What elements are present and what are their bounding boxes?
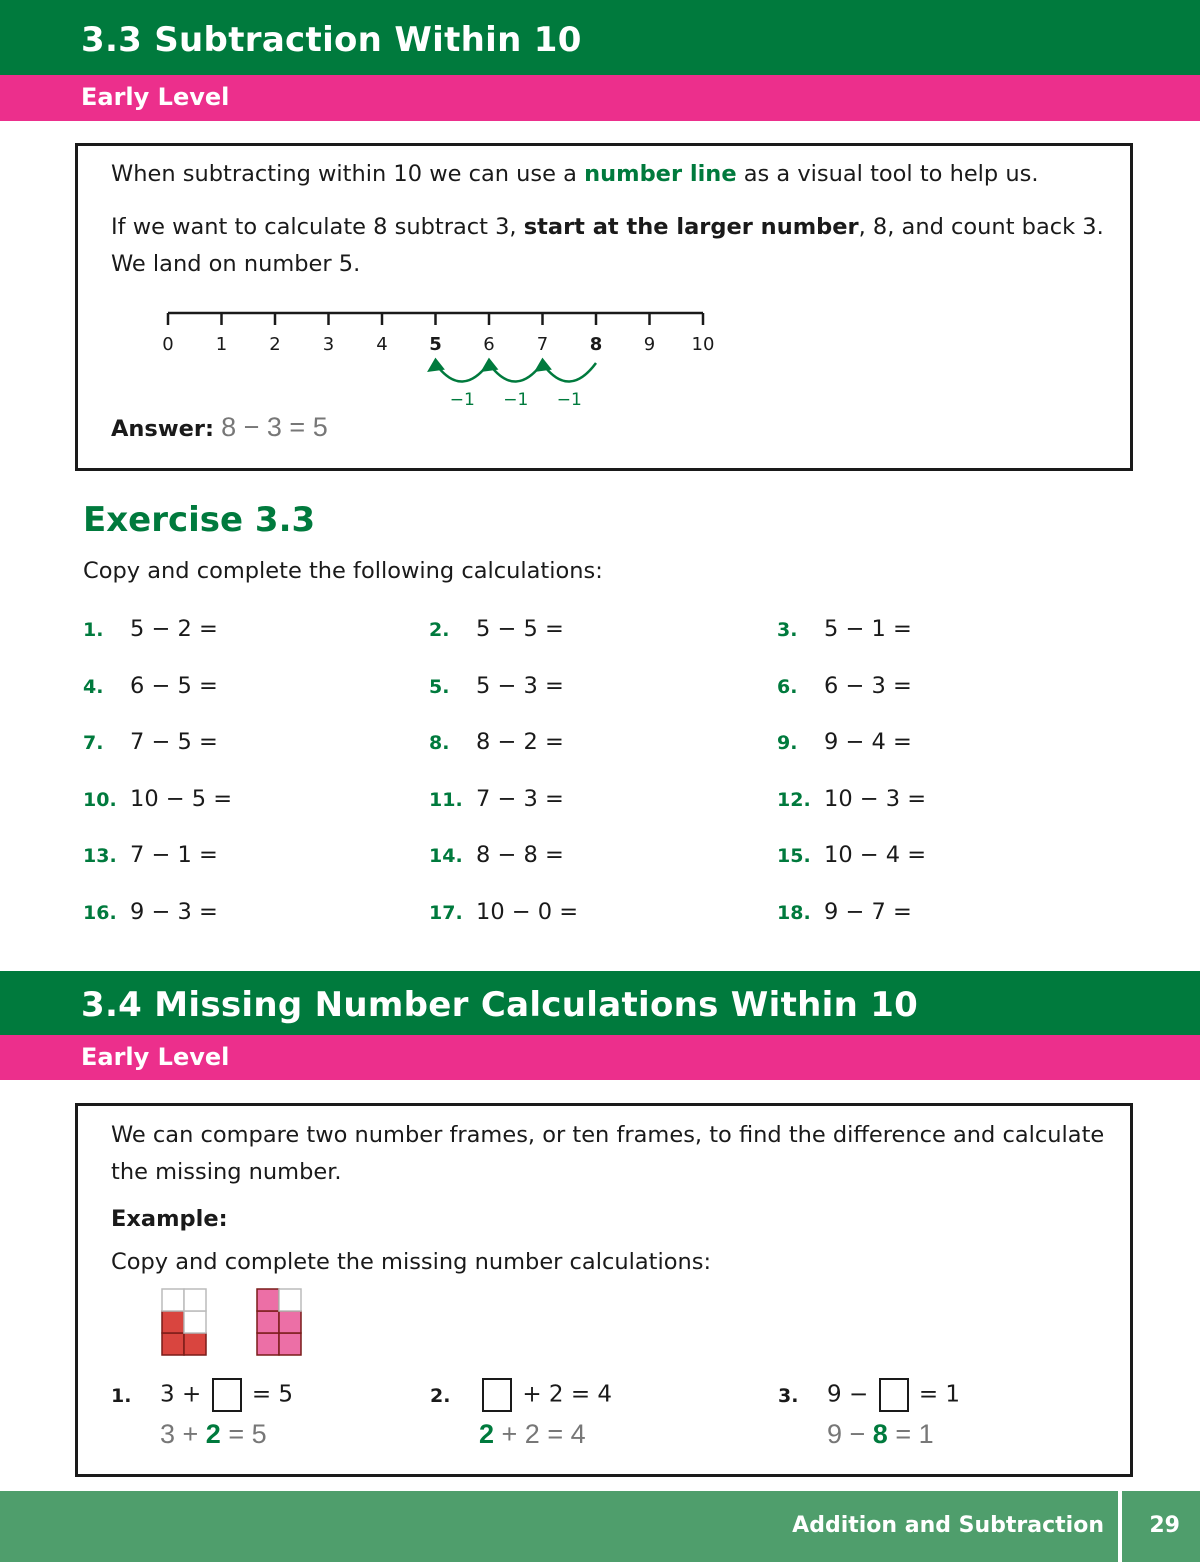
level-label: Early Level <box>81 83 230 111</box>
level-label: Early Level <box>81 1043 230 1071</box>
missing-number-question <box>111 1378 293 1412</box>
tick-label: 2 <box>269 334 281 355</box>
item-number: 15. <box>777 845 811 867</box>
question-post: = 5 <box>251 1381 294 1408</box>
item-number: 10. <box>83 788 117 811</box>
answer-value: 8 − 3 = 5 <box>221 412 328 442</box>
level-banner <box>0 1035 1200 1080</box>
exercise-item <box>429 842 564 868</box>
jump-arc <box>544 363 597 382</box>
answer-pre: 9 − <box>827 1419 873 1449</box>
answer-post: = 1 <box>887 1419 934 1449</box>
red-frame-cell <box>184 1311 206 1333</box>
question-pre: 3 + <box>160 1381 202 1408</box>
missing-number-question <box>778 1378 960 1412</box>
tick-label: 0 <box>162 334 174 355</box>
jump-arc <box>437 363 490 382</box>
answer-post: = 5 <box>220 1419 267 1449</box>
section-title: 3.3 Subtraction Within 10 <box>81 20 582 60</box>
method-bold: start at the larger number <box>523 214 859 240</box>
item-number: 14. <box>429 845 463 867</box>
exercise-item <box>777 729 912 755</box>
red-frame-cell <box>184 1289 206 1311</box>
answer-missing-value: 2 <box>205 1419 221 1449</box>
footer-separator <box>1118 1491 1122 1562</box>
tick-label: 5 <box>429 334 442 355</box>
worked-answer <box>160 1419 267 1450</box>
answer-pre: 3 + <box>160 1419 206 1449</box>
jump-arrowhead <box>429 359 444 371</box>
item-expression: 8 − 8 = <box>476 842 564 868</box>
pink-frame-cell <box>279 1311 301 1333</box>
item-number: 16. <box>83 901 117 924</box>
number-line <box>138 301 778 411</box>
item-number: 8. <box>429 732 450 754</box>
answer-missing-value: 8 <box>872 1419 888 1449</box>
item-expression: 5 − 2 = <box>130 616 218 642</box>
exercise-item <box>429 729 564 755</box>
item-expression: 6 − 5 = <box>130 672 218 699</box>
exercise-item <box>777 899 912 925</box>
intro-key-term: number line <box>584 161 737 187</box>
exercise-instruction: Copy and complete the following calculations: <box>83 558 603 584</box>
item-expression: 10 − 5 = <box>130 785 233 812</box>
tick-label: 10 <box>691 334 715 355</box>
item-number: 6. <box>777 675 798 698</box>
page-footer <box>0 1491 1200 1562</box>
item-expression: 6 − 3 = <box>824 672 912 699</box>
missing-number-question <box>430 1378 612 1412</box>
section-header-3-3 <box>0 0 1200 75</box>
example-instruction: Copy and complete the missing number calculations: <box>111 1249 712 1275</box>
exercise-item <box>429 786 564 812</box>
exercise-item <box>429 673 564 699</box>
intro-post: as a visual tool to help us. <box>736 161 1039 187</box>
jump-label: −1 <box>503 390 529 410</box>
exercise-item <box>777 673 912 699</box>
item-expression: 9 − 3 = <box>130 898 218 925</box>
answer-missing-value: 2 <box>479 1419 495 1449</box>
result-text: We land on number 5. <box>111 251 361 277</box>
tick-label: 7 <box>536 334 549 355</box>
exercise-item <box>429 616 564 642</box>
exercise-item <box>83 616 218 642</box>
worked-answer <box>827 1419 934 1450</box>
footer-title: Addition and Subtraction <box>792 1513 1104 1538</box>
intro-line-2: the missing number. <box>111 1159 342 1185</box>
tick-label: 8 <box>589 334 603 355</box>
pink-frame-cell <box>257 1311 279 1333</box>
pink-frame-cell <box>279 1289 301 1311</box>
jump-label: −1 <box>449 390 475 410</box>
exercise-item <box>83 899 218 925</box>
answer-line <box>111 408 328 448</box>
item-expression: 7 − 1 = <box>130 842 218 868</box>
worked-answer <box>479 1419 586 1450</box>
answer-blank-box <box>879 1378 909 1412</box>
item-number: 1. <box>83 619 104 641</box>
page-number: 29 <box>1149 1513 1180 1538</box>
jump-arc <box>490 363 543 382</box>
item-number: 13. <box>83 845 117 867</box>
item-expression: 10 − 4 = <box>824 842 927 868</box>
method-post: , 8, and count back 3. <box>858 214 1104 240</box>
item-expression: 5 − 1 = <box>824 616 912 642</box>
item-number: 7. <box>83 732 104 754</box>
item-number: 9. <box>777 732 798 754</box>
question-pre: 9 − <box>827 1381 869 1408</box>
item-expression: 7 − 5 = <box>130 729 218 755</box>
item-expression: 8 − 2 = <box>476 729 564 755</box>
item-expression: 10 − 3 = <box>824 785 927 812</box>
item-number: 2. <box>429 619 450 641</box>
item-expression: 9 − 7 = <box>824 898 912 925</box>
tick-label: 4 <box>376 334 388 355</box>
section-title: 3.4 Missing Number Calculations Within 10 <box>81 985 919 1025</box>
answer-blank-box <box>212 1378 242 1412</box>
red-frame-cell <box>162 1333 184 1355</box>
tick-label: 1 <box>215 334 228 355</box>
exercise-item <box>777 842 926 868</box>
red-frame-cell <box>162 1311 184 1333</box>
item-expression: 10 − 0 = <box>476 898 579 925</box>
question-number: 3. <box>778 1384 799 1407</box>
item-number: 4. <box>83 675 104 698</box>
method-text <box>111 208 1104 246</box>
tick-label: 3 <box>322 334 335 355</box>
exercise-item <box>83 673 218 699</box>
item-number: 18. <box>777 901 811 924</box>
answer-blank-box <box>482 1378 512 1412</box>
pink-frame-cell <box>257 1289 279 1311</box>
item-expression: 7 − 3 = <box>476 785 564 812</box>
exercise-item <box>777 616 912 642</box>
answer-post: + 2 = 4 <box>494 1419 586 1449</box>
item-number: 11. <box>429 788 463 811</box>
item-number: 12. <box>777 788 811 811</box>
answer-label: Answer: <box>111 416 214 442</box>
pink-frame-cell <box>279 1333 301 1355</box>
intro-line-1: We can compare two number frames, or ten frames, to find the difference and calculate <box>111 1122 1105 1148</box>
item-expression: 5 − 3 = <box>476 672 564 699</box>
level-banner <box>0 75 1200 121</box>
exercise-item <box>83 729 218 755</box>
question-number: 1. <box>111 1384 132 1407</box>
pink-frame-cell <box>257 1333 279 1355</box>
red-frame-cell <box>184 1333 206 1355</box>
item-expression: 5 − 5 = <box>476 616 564 642</box>
exercise-item <box>429 899 578 925</box>
tick-label: 6 <box>483 334 495 355</box>
question-post: + 2 = 4 <box>522 1381 613 1408</box>
exercise-item <box>83 786 232 812</box>
exercise-item <box>83 842 218 868</box>
exercise-item <box>777 786 926 812</box>
item-number: 3. <box>777 619 798 641</box>
intro-pre: When subtracting within 10 we can use a <box>111 161 585 187</box>
missing-number-info-box <box>75 1103 1133 1477</box>
item-expression: 9 − 4 = <box>824 729 912 755</box>
section-header-3-4 <box>0 971 1200 1035</box>
question-post: = 1 <box>918 1381 961 1408</box>
example-label: Example: <box>111 1206 228 1232</box>
intro-text <box>111 155 1039 193</box>
number-line-info-box <box>75 143 1133 471</box>
item-number: 5. <box>429 675 450 698</box>
exercise-title: Exercise 3.3 <box>83 500 316 540</box>
item-number: 17. <box>429 901 463 924</box>
question-number: 2. <box>430 1384 451 1407</box>
red-frame-cell <box>162 1289 184 1311</box>
number-frames <box>158 1286 358 1361</box>
tick-label: 9 <box>643 334 656 355</box>
jump-label: −1 <box>556 390 582 410</box>
method-pre: If we want to calculate 8 subtract 3, <box>111 214 524 240</box>
